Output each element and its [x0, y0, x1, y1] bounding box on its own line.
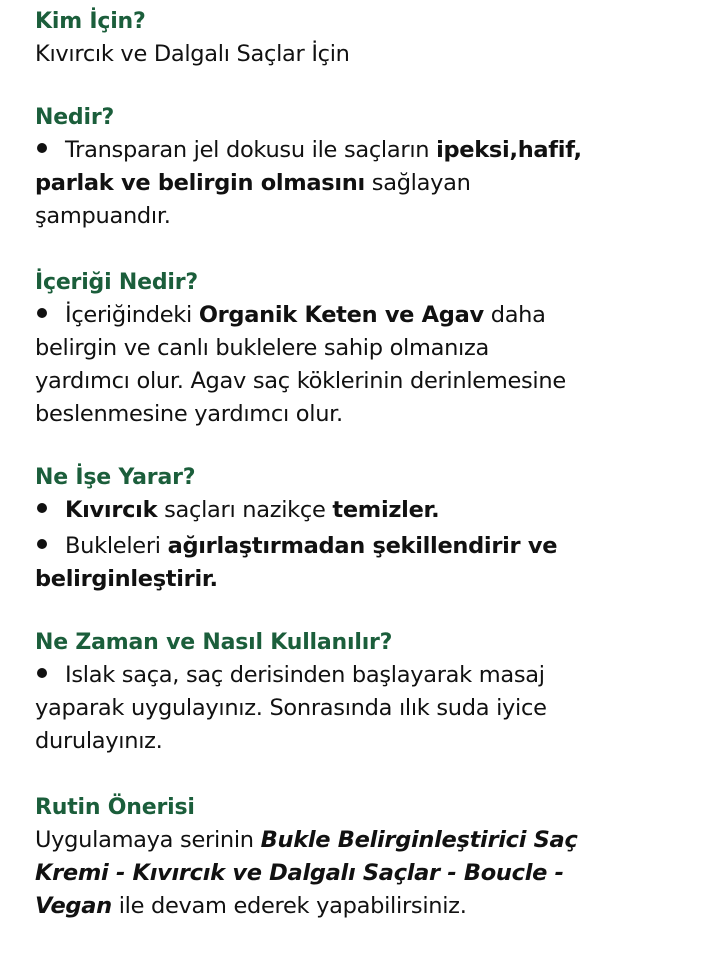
section-heading: Rutin Önerisi	[35, 795, 195, 820]
text-run: Transparan jel dokusu ile saçların	[65, 137, 437, 163]
bullet-item	[35, 659, 705, 692]
text-line: şampuandır.	[35, 203, 171, 229]
section-heading: Nedir?	[35, 105, 115, 130]
text-run: Uygulamaya serinin	[35, 827, 261, 853]
text-bold: ağırlaştırmadan şekillendirir ve	[167, 533, 558, 559]
text-run: İçeriğindeki	[65, 302, 199, 328]
bullet-icon	[37, 143, 47, 153]
section-heading: Ne İşe Yarar?	[35, 465, 196, 490]
bullet-icon	[37, 539, 47, 549]
text-run: saçları nazikçe	[157, 497, 333, 523]
bullet-item	[35, 494, 705, 527]
bullet-item	[35, 530, 705, 563]
text-bold: Kıvırcık	[65, 497, 158, 523]
bullet-icon	[37, 503, 47, 513]
text-line	[35, 167, 705, 200]
section-heading: Ne Zaman ve Nasıl Kullanılır?	[35, 630, 393, 655]
text-run: daha	[483, 302, 546, 328]
bullet-icon	[37, 308, 47, 318]
text-run: sağlayan	[364, 170, 471, 196]
text-bold: ipeksi,hafif,	[436, 137, 582, 163]
text-line: beslenmesine yardımcı olur.	[35, 401, 343, 427]
product-link-text: Bukle Belirginleştirici Saç	[260, 827, 578, 853]
text-run: Islak saça, saç derisinden başlayarak masaj	[65, 662, 545, 688]
section-benefits	[35, 462, 705, 596]
text-bold: belirginleştirir.	[35, 566, 218, 592]
bullet-icon	[37, 668, 47, 678]
section-who	[35, 6, 705, 71]
product-link-text: Kremi - Kıvırcık ve Dalgalı Saçlar - Boucle -	[35, 860, 564, 886]
text-bold: Organik Keten ve Agav	[198, 302, 484, 328]
text-line: durulayınız.	[35, 728, 163, 754]
text-bold: temizler.	[332, 497, 440, 523]
text-run: Bukleleri	[65, 533, 168, 559]
text-line	[35, 890, 705, 923]
section-routine	[35, 792, 705, 923]
text-bold: parlak ve belirgin olmasını	[35, 170, 365, 196]
text-line	[35, 824, 705, 857]
text-line: yaparak uygulayınız. Sonrasında ılık suda iyice	[35, 695, 547, 721]
bullet-item	[35, 134, 705, 167]
product-link-text: Vegan	[35, 893, 112, 919]
text-line: yardımcı olur. Agav saç köklerinin derinlemesine	[35, 368, 566, 394]
section-usage	[35, 627, 705, 758]
section-what	[35, 102, 705, 233]
bullet-item	[35, 299, 705, 332]
section-ingredients	[35, 267, 705, 431]
section-heading: Kim İçin?	[35, 9, 146, 34]
text-line: belirgin ve canlı buklelere sahip olmanıza	[35, 335, 490, 361]
text-line	[35, 857, 705, 890]
text-run: ile devam ederek yapabilirsiniz.	[111, 893, 467, 919]
section-text: Kıvırcık ve Dalgalı Saçlar İçin	[35, 41, 350, 67]
section-heading: İçeriği Nedir?	[35, 270, 198, 295]
text-line	[35, 563, 705, 596]
